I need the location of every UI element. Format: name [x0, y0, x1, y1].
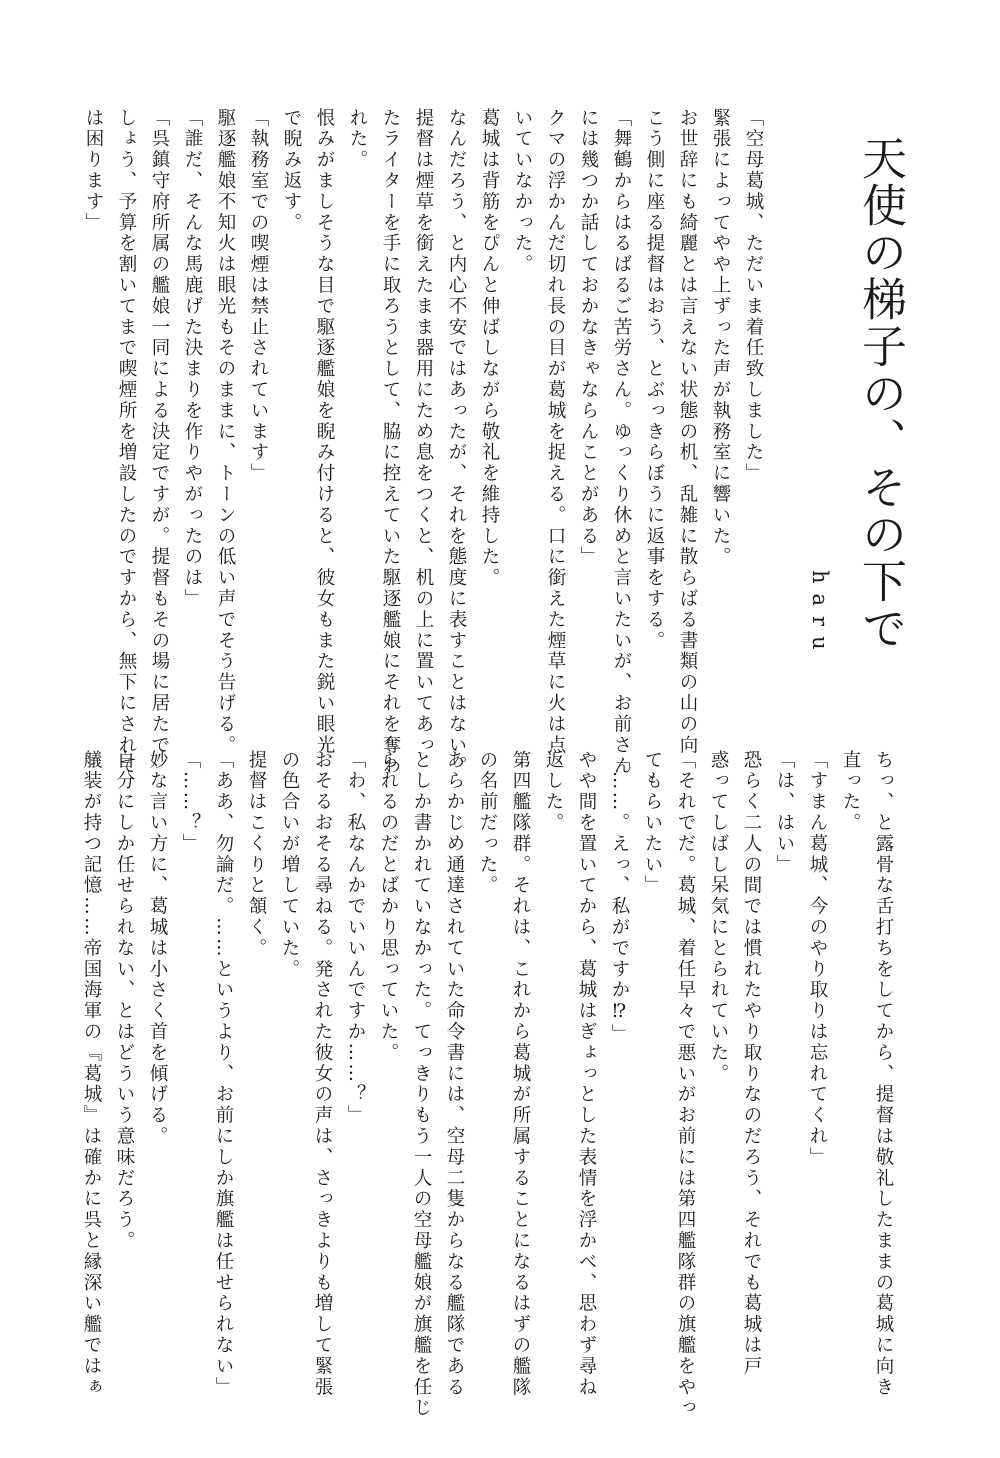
story-title: 天使の梯子の、その下で	[854, 135, 907, 652]
text-line: 恨みがましそうな目で駆逐艦娘を睨み付けると、彼女もまた鋭い眼光	[314, 108, 335, 756]
text-line: クマの浮かんだ切れ長の目が葛城を捉える。口に銜えた煙草に火は点	[545, 108, 566, 756]
text-line: 返した。	[543, 750, 564, 834]
text-line: としか書かれていなかった。てっきりもう一人の空母艦娘が旗艦を任じ	[411, 750, 432, 1419]
text-line: こう側に座る提督はおう、とぶっきらぼうに返事をする。	[644, 108, 665, 652]
text-line: 艤装が持つ記憶……帝国海軍の『葛城』は確かに呉と縁深い艦ではぁ	[81, 750, 102, 1398]
text-line: 「空母葛城、ただいま着任致しました」	[743, 108, 764, 485]
text-line: 恐らく二人の間では慣れたやり取りなのだろう、それでも葛城は戸	[741, 750, 762, 1377]
text-line: 提督は煙草を銜えたまま器用にため息をつくと、机の上に置いてあっ	[413, 108, 434, 756]
text-line: の色合いが増していた。	[279, 750, 300, 980]
text-line: あらかじめ通達されていた命令書には、空母二隻からなる艦隊である	[444, 750, 465, 1398]
upper-text-block	[83, 108, 770, 777]
author-name: haru	[808, 570, 832, 660]
text-line: れた。	[347, 108, 368, 171]
text-line: 「舞鶴からはるばるご苦労さん。ゆっくり休めと言いたいが、お前さん	[611, 108, 632, 777]
text-line: たライターを手に取ろうとして、脇に控えていた駆逐艦娘にそれを奪わ	[380, 108, 401, 777]
text-line: の名前だった。	[477, 750, 498, 897]
text-line: やや間を置いてから、葛城はぎょっとした表情を浮かべ、思わず尋ね	[576, 750, 597, 1398]
text-line: 葛城は背筋をぴんと伸ばしながら敬礼を維持した。	[479, 108, 500, 589]
text-line: 第四艦隊群。それは、これから葛城が所属することになるはずの艦隊	[510, 750, 531, 1398]
text-line: 惑ってしばし呆気にとられていた。	[708, 750, 729, 1085]
text-line: 駆逐艦娘不知火は眼光もそのままに、トーンの低い声でそう告げる。	[215, 108, 236, 756]
text-line: 「執務室での喫煙は禁止されています」	[248, 108, 269, 485]
text-line: 緊張によってやや上ずった声が執務室に響いた。	[710, 108, 731, 568]
text-line: お世辞にも綺麗とは言えない状態の机、乱雑に散らばる書類の山の向	[677, 108, 698, 756]
text-line: 「呉鎮守府所属の艦娘一同による決定ですが。提督もその場に居たで	[149, 108, 170, 756]
text-line: 「……？」	[180, 750, 201, 855]
text-line: しょう、予算を割いてまで喫煙所を増設したのですから、無下にされて	[116, 108, 137, 777]
text-line: おそるおそる尋ねる。発された彼女の声は、さっきよりも増して緊張	[312, 750, 333, 1398]
text-line: で睨み返す。	[281, 108, 302, 234]
text-line: 「ああ、勿論だ。……というより、お前にしか旗艦は任せられない」	[213, 750, 234, 1398]
text-line: てもらいたい」	[642, 750, 663, 897]
text-line: 「は、はい」	[774, 750, 795, 876]
text-line: は困ります」	[83, 108, 104, 234]
lower-text-block	[81, 750, 900, 1419]
text-line: 直った。	[840, 750, 861, 834]
text-line: なんだろう、と内心不安ではあったが、それを態度に表すことはない。	[446, 108, 467, 777]
text-line: 提督はこくりと頷く。	[246, 750, 267, 959]
text-line: 「誰だ、そんな馬鹿げた決まりを作りやがったのは」	[182, 108, 203, 610]
text-line: 妙な言い方に、葛城は小さく首を傾げる。	[147, 750, 168, 1148]
text-line: いていなかった。	[512, 108, 533, 276]
text-line: 「それでだ。葛城、着任早々で悪いがお前には第四艦隊群の旗艦をやっ	[675, 750, 696, 1419]
text-line: られるのだとばかり思っていた。	[378, 750, 399, 1064]
text-line: 「すまん葛城、今のやり取りは忘れてくれ」	[807, 750, 828, 1168]
text-line: には幾つか話しておかなきゃならんことがある」	[578, 108, 599, 568]
text-line: ちっ、と露骨な舌打ちをしてから、提督は敬礼したままの葛城に向き	[873, 750, 894, 1398]
text-line: 「わ、私なんかでいいんですか……？」	[345, 750, 366, 1127]
text-line: 自分にしか任せられない、とはどういう意味だろう。	[114, 750, 135, 1252]
text-line: 「……。えっ、私がですか⁉」	[609, 750, 630, 1046]
